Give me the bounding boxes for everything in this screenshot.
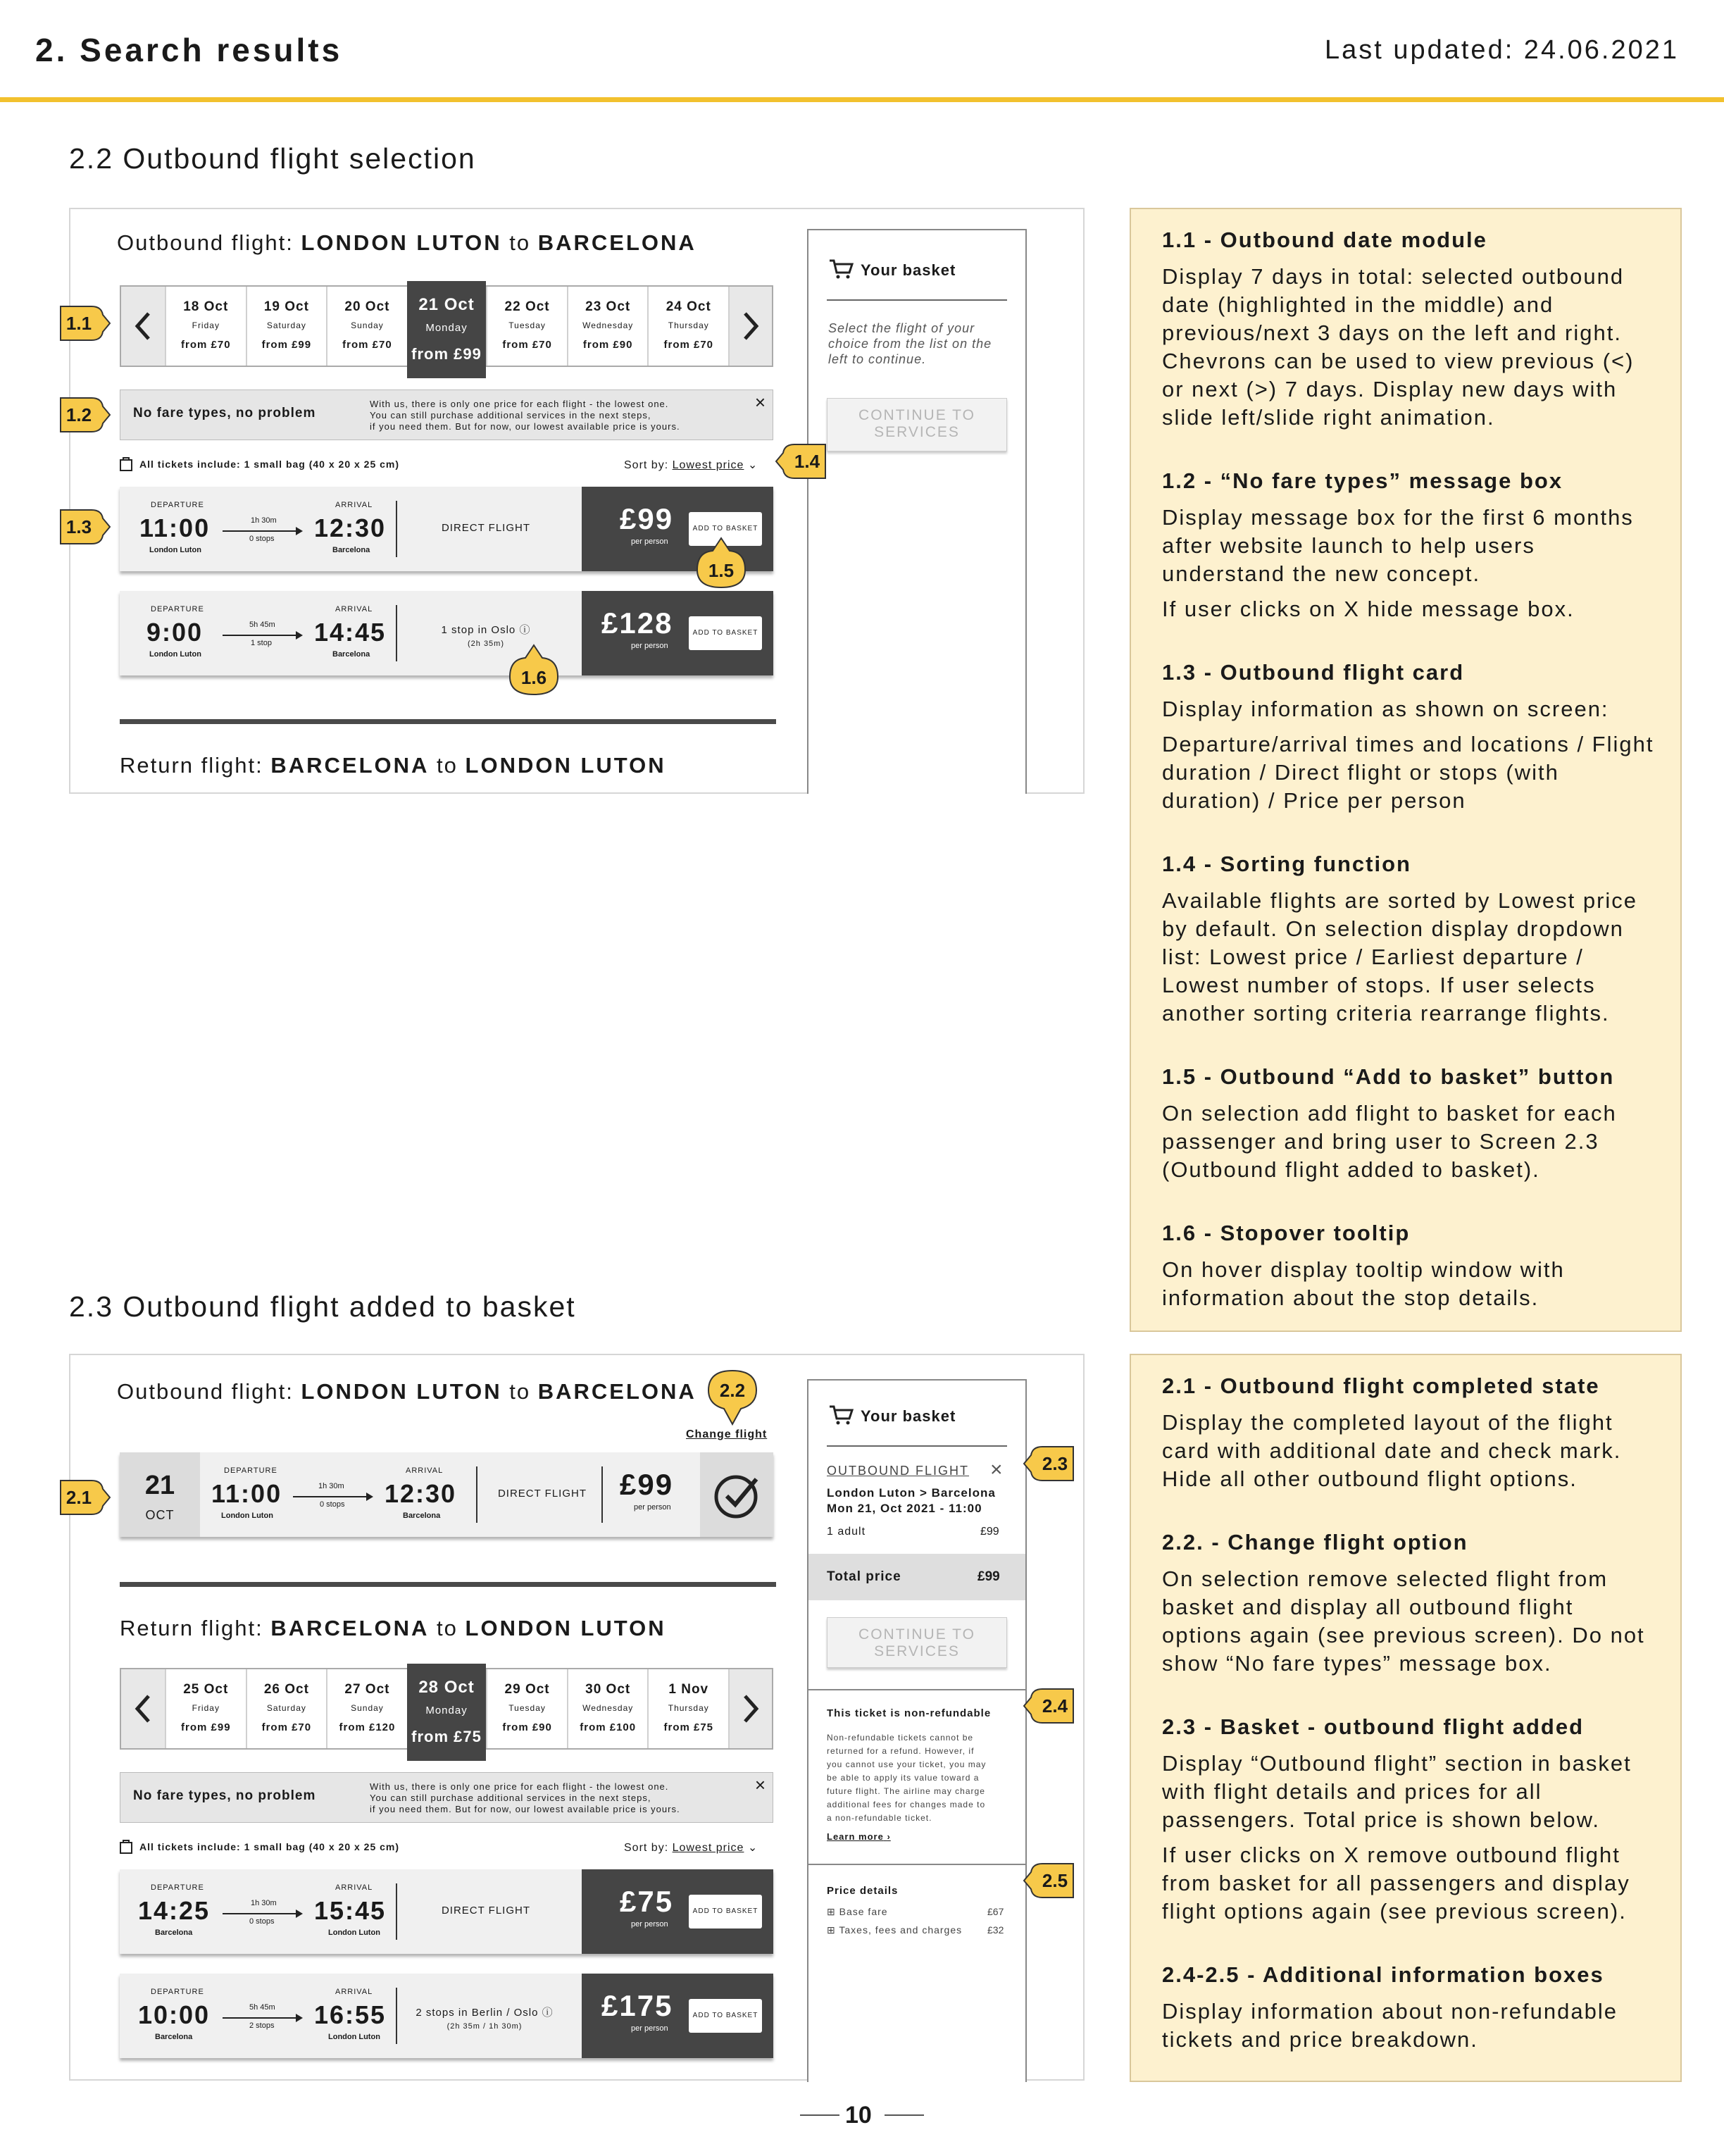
plus-icon: ⊞ [827, 1924, 836, 1936]
annotation-badge: 1.6 [508, 645, 559, 696]
wireframe-2-3 [69, 1354, 1085, 2081]
note-text: Departure/arrival times and locations / Flight duration / Direct flight or stops (with duration) / Price per person [1162, 732, 1654, 813]
note-text: If user clicks on X hide message box. [1162, 597, 1575, 621]
note-heading: 2.3 - Basket - outbound flight added [1162, 1714, 1584, 1739]
note-text: Available flights are sorted by Lowest price by default. On selection display dropdown list: Lowest price / Earliest departure / Lowest number of stops. If user selects another sorting criteria rearrange flights. [1162, 888, 1638, 1026]
annotation-badge: 1.1 [59, 305, 110, 342]
included-baggage: All tickets include: 1 small bag (40 x 20 x 25 cm) [139, 1841, 400, 1852]
check-icon [700, 1452, 773, 1537]
section-2-3-title: 2.3 Outbound flight added to basket [69, 1290, 576, 1323]
note-text: Display 7 days in total: selected outbound date (highlighted in the middle) and previous/next 3 days on the left and right. Chevrons can be used to view previous (<) or next (>) 7 days. Display new days with slide left/slide right animation. [1162, 264, 1635, 430]
date-cell[interactable]: 23 Oct Wednesday from £90 [567, 287, 648, 366]
page-number: 10 [845, 2102, 872, 2129]
basket-title: Your basket [861, 1407, 956, 1425]
chevron-left-icon[interactable] [121, 1669, 165, 1748]
date-cell[interactable]: 27 Oct Sunday from £120 [326, 1669, 407, 1748]
note-heading: 1.6 - Stopover tooltip [1162, 1221, 1411, 1245]
notes-panel-2-2 [1130, 208, 1682, 1332]
note-heading: 1.2 - “No fare types” message box [1162, 468, 1563, 493]
basket-route: London Luton > Barcelona [827, 1486, 996, 1500]
note-text: Display the completed layout of the flight card with additional date and check mark. Hide all other outbound flight options. [1162, 1410, 1622, 1491]
date-cell[interactable]: 22 Oct Tuesday from £70 [486, 287, 567, 366]
annotation-badge: 2.1 [59, 1479, 110, 1516]
info-icon[interactable]: ⓘ [542, 2007, 554, 2019]
basket-pax-price: £99 [980, 1526, 999, 1538]
close-icon[interactable]: × [754, 392, 766, 413]
note-heading: 2.2. - Change flight option [1162, 1530, 1468, 1554]
note-heading: 1.1 - Outbound date module [1162, 228, 1487, 252]
note-heading: 1.4 - Sorting function [1162, 852, 1411, 876]
cart-icon [828, 258, 854, 283]
chevron-right-icon[interactable] [728, 287, 772, 366]
note-text: On selection add flight to basket for each passenger and bring user to Screen 2.3 (Outbound flight added to basket). [1162, 1101, 1617, 1182]
taxes-value: £32 [987, 1924, 1004, 1936]
annotation-badge: 2.4 [1024, 1688, 1075, 1724]
date-cell[interactable]: 20 Oct Sunday from £70 [326, 287, 407, 366]
flight-card[interactable]: DEPARTURE 10:00 Barcelona 5h 45m 2 stops ARRIVAL 16:55 London Luton 2 stops in Berlin / Oslo ⓘ (2h 35m / 1h 30m) £175 per person ADD TO BASKET [120, 1974, 773, 2058]
outbound-route-title: Outbound flight: LONDON LUTON to BARCELONA [117, 230, 697, 255]
date-cell[interactable]: 30 Oct Wednesday from £100 [567, 1669, 648, 1748]
learn-more-link[interactable]: Learn more › [827, 1831, 891, 1842]
annotation-badge: 2.2 [707, 1369, 758, 1426]
wireframe-2-2 [69, 208, 1085, 794]
outbound-route-title: Outbound flight: LONDON LUTON to BARCELONA [117, 1379, 697, 1404]
price-panel: £175 per person ADD TO BASKET [582, 1974, 773, 2058]
annotation-badge: 1.2 [59, 397, 110, 433]
date-selector [120, 1668, 773, 1750]
chevron-left-icon[interactable] [121, 287, 165, 366]
basket-panel [807, 1379, 1027, 2082]
basket-panel [807, 229, 1027, 794]
basket-hint: Select the flight of your choice from the list on the left to continue. [828, 321, 992, 366]
change-flight-link[interactable]: Change flight [686, 1428, 768, 1440]
flight-card[interactable]: DEPARTURE 14:25 Barcelona 1h 30m 0 stops ARRIVAL 15:45 London Luton DIRECT FLIGHT £75 per person ADD TO BASKET [120, 1869, 773, 1954]
date-cell[interactable]: 24 Oct Thursday from £70 [647, 287, 728, 366]
plus-icon: ⊞ [827, 1906, 836, 1917]
date-cell-selected[interactable]: 21 Oct Monday from £99 [407, 281, 487, 378]
taxes-row[interactable]: ⊞ Taxes, fees and charges [827, 1924, 963, 1936]
message-body: With us, there is only one price for each flight - the lowest one. You can still purchase additional services in the next steps, if you need them. But for now, our lowest available price is yours. [370, 399, 680, 432]
note-heading: 1.5 - Outbound “Add to basket” button [1162, 1064, 1615, 1089]
date-cell[interactable]: 19 Oct Saturday from £99 [246, 287, 327, 366]
note-heading: 1.3 - Outbound flight card [1162, 660, 1465, 685]
sort-dropdown[interactable]: Sort by: Lowest price ⌄ [624, 459, 758, 471]
close-icon[interactable]: × [990, 1458, 1003, 1481]
basket-outbound-section: OUTBOUND FLIGHT [827, 1464, 970, 1478]
no-fare-types-message [120, 1772, 773, 1823]
annotation-badge: 2.3 [1024, 1445, 1075, 1482]
continue-to-services-button[interactable]: CONTINUE TO SERVICES [827, 398, 1007, 451]
annotation-badge: 1.4 [776, 443, 827, 480]
note-heading: 2.4-2.5 - Additional information boxes [1162, 1962, 1604, 1987]
price-panel: £99 per person ADD TO BASKET [582, 487, 773, 571]
note-text: On hover display tooltip window with information about the stop details. [1162, 1257, 1565, 1310]
continue-to-services-button[interactable]: CONTINUE TO SERVICES [827, 1617, 1007, 1668]
message-title: No fare types, no problem [133, 1788, 316, 1803]
date-cell-selected[interactable]: 28 Oct Monday from £75 [407, 1664, 487, 1761]
date-cell[interactable]: 1 Nov Thursday from £75 [647, 1669, 728, 1748]
note-heading: 2.1 - Outbound flight completed state [1162, 1373, 1600, 1398]
note-text: Display “Outbound flight” section in basket with flight details and prices for all passengers. Total price is shown below. [1162, 1751, 1632, 1832]
sort-dropdown[interactable]: Sort by: Lowest price ⌄ [624, 1842, 758, 1854]
total-price-row: Total price £99 [808, 1554, 1025, 1600]
section-divider [120, 719, 776, 724]
message-title: No fare types, no problem [133, 406, 316, 420]
annotation-badge: 2.5 [1024, 1862, 1075, 1899]
included-baggage: All tickets include: 1 small bag (40 x 20 x 25 cm) [139, 459, 400, 470]
flight-card[interactable]: DEPARTURE 11:00 London Luton 1h 30m 0 stops ARRIVAL 12:30 Barcelona DIRECT FLIGHT £99 per person ADD TO BASKET [120, 487, 773, 571]
date-cell[interactable]: 25 Oct Friday from £99 [165, 1669, 246, 1748]
header-divider [0, 97, 1724, 102]
cart-icon [828, 1404, 854, 1429]
date-cell[interactable]: 26 Oct Saturday from £70 [246, 1669, 327, 1748]
base-fare-row[interactable]: ⊞ Base fare [827, 1906, 888, 1917]
non-refundable-text: Non-refundable tickets cannot be returned for a refund. However, if you cannot use your ticket, you may be able to apply its value toward a future flight. The airline may charge additional fees for changes made to a non-refundable ticket. [827, 1733, 987, 1823]
notes-panel-2-3 [1130, 1354, 1682, 2082]
price-panel: £75 per person ADD TO BASKET [582, 1869, 773, 1954]
date-cell[interactable]: 18 Oct Friday from £70 [165, 287, 246, 366]
price-panel: £128 per person ADD TO BASKET [582, 591, 773, 675]
return-route-title: Return flight: BARCELONA to LONDON LUTON [120, 753, 666, 778]
note-text: Display information about non-refundable tickets and price breakdown. [1162, 1999, 1618, 2052]
return-route-title: Return flight: BARCELONA to LONDON LUTON [120, 1616, 666, 1640]
close-icon[interactable]: × [754, 1774, 766, 1795]
basket-datetime: Mon 21, Oct 2021 - 11:00 [827, 1502, 982, 1515]
add-to-basket-button[interactable]: ADD TO BASKET [689, 1895, 762, 1928]
chevron-down-icon: ⌄ [747, 459, 758, 471]
completed-flight-card: 21 OCT DEPARTURE 11:00 London Luton 1h 30m 0 stops ARRIVAL 12:30 Barcelona DIRECT FLIGHT £99 per person [120, 1452, 773, 1537]
annotation-badge: 1.5 [696, 538, 747, 589]
message-body: With us, there is only one price for each flight - the lowest one. You can still purchase additional services in the next steps, if you need them. But for now, our lowest available price is yours. [370, 1781, 680, 1814]
note-text: Display information as shown on screen: [1162, 697, 1609, 721]
flight-card[interactable]: DEPARTURE 9:00 London Luton 5h 45m 1 stop ARRIVAL 14:45 Barcelona 1 stop in Oslo ⓘ (2h 35m) £128 per person ADD TO BASKET [120, 591, 773, 675]
basket-pax: 1 adult [827, 1526, 866, 1538]
add-to-basket-button[interactable]: ADD TO BASKET [689, 1999, 762, 2033]
chevron-right-icon[interactable] [728, 1669, 772, 1748]
basket-title: Your basket [861, 261, 956, 279]
info-icon[interactable]: ⓘ [519, 624, 531, 636]
bag-icon [120, 456, 132, 475]
date-selector [120, 285, 773, 367]
last-updated: Last updated: 24.06.2021 [1324, 35, 1679, 65]
base-fare-value: £67 [987, 1906, 1004, 1917]
note-text: If user clicks on X remove outbound flight from basket for all passengers and display flight options again (see previous screen). [1162, 1843, 1630, 1924]
add-to-basket-button[interactable]: ADD TO BASKET [689, 616, 762, 650]
chevron-right-icon: › [887, 1831, 891, 1842]
section-divider [120, 1582, 776, 1587]
chevron-down-icon: ⌄ [747, 1842, 758, 1854]
page-title: 2. Search results [35, 32, 343, 68]
bag-icon [120, 1838, 132, 1857]
note-text: Display message box for the first 6 months after website launch to help users understand the new concept. [1162, 505, 1634, 586]
note-text: On selection remove selected flight from basket and display all outbound flight options again (see previous screen). Do not show “No fare types” message box. [1162, 1566, 1645, 1676]
add-to-basket-button[interactable]: ADD TO BASKET [689, 512, 762, 546]
annotation-badge: 1.3 [59, 509, 110, 545]
date-cell[interactable]: 29 Oct Tuesday from £90 [486, 1669, 567, 1748]
no-fare-types-message [120, 390, 773, 440]
flight-date: 21 OCT [120, 1452, 200, 1537]
price-details-title: Price details [827, 1885, 899, 1897]
section-2-2-title: 2.2 Outbound flight selection [69, 142, 476, 175]
non-refundable-title: This ticket is non-refundable [827, 1707, 992, 1719]
